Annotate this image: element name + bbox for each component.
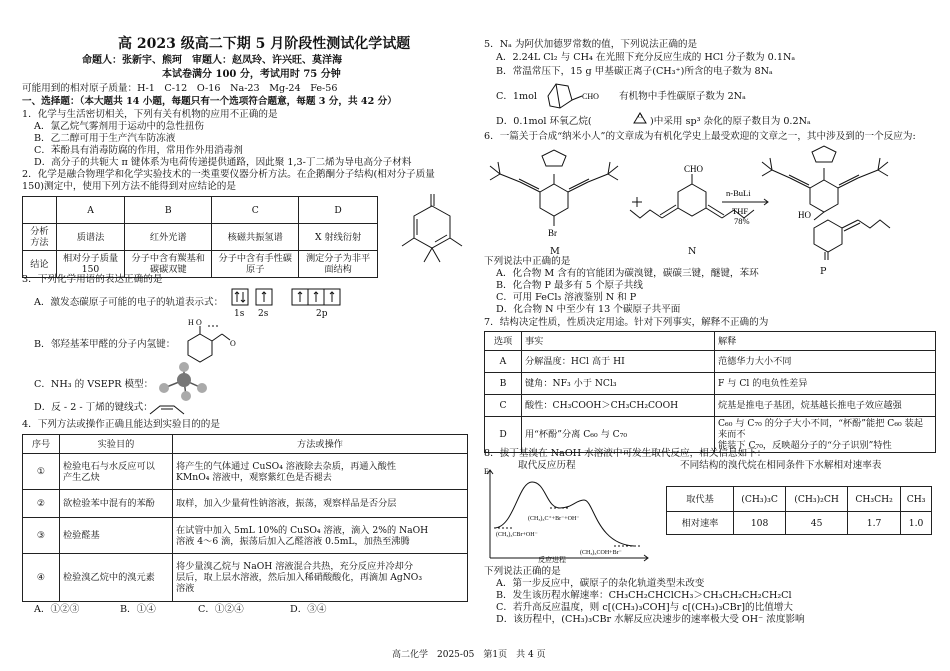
table-cell: ③ (23, 518, 60, 554)
q6-option-b: B．化合物 P 最多有 5 个原子共线 (496, 280, 643, 291)
ethylene-oxide-structure (632, 110, 648, 126)
table-cell: ④ (23, 554, 60, 602)
q7-table (484, 331, 936, 453)
table-cell: X 射线衍射 (299, 224, 378, 251)
cho-label-n: CHO (684, 164, 704, 174)
q2-col-b: B (125, 197, 212, 224)
y-axis-label: E (484, 467, 489, 476)
fig1-title: 取代反应历程 (518, 460, 576, 471)
exam-meta: 本试卷满分 100 分，考试用时 75 分钟 (162, 69, 341, 80)
table-header: 序号 (23, 435, 60, 454)
o-hydroxybenzaldehyde-structure (172, 318, 242, 364)
table-cell: 相对分子质量 150 (56, 251, 125, 278)
cell-line: 能装下 C₇₀，反映超分子的“分子识别”特性 (718, 440, 892, 451)
orbital-label-1s: 1s (234, 309, 245, 319)
table-cell: 检验醛基 (60, 518, 173, 554)
orbital-label-2s: 2s (258, 309, 269, 319)
br-label: Br (548, 228, 557, 238)
table-cell: 相对速率 (667, 512, 734, 535)
table-cell: 欲检验苯中混有的苯酚 (60, 490, 173, 518)
energy-profile-diagram (484, 466, 654, 566)
q6-question: 下列说法中正确的是 (484, 256, 571, 267)
q8-question: 下列说法正确的是 (484, 566, 561, 577)
state-label-intermediate: (CH₃)₃C⁺+Br⁻+OH⁻ (528, 516, 580, 522)
state-label-reactant: (CH₃)₃CBr+OH⁻ (496, 532, 538, 538)
table-cell (173, 518, 468, 554)
table-cell: 1.0 (901, 512, 932, 535)
table-header: 事实 (522, 332, 715, 351)
svg-text:O: O (230, 339, 236, 348)
table-cell: 核磁共振氢谱 (212, 224, 299, 251)
q1-stem: 1．化学与生活密切相关，下列有关有机物的应用不正确的是 (22, 109, 278, 120)
table-cell: 测定分子为非平面结构 (299, 251, 378, 278)
q1-option-c: C．苯酚具有消毒防腐的作用，常用作外用消毒剂 (34, 145, 243, 156)
q3-option-b: B．邻羟基苯甲醛的分子内氢键： (34, 339, 176, 350)
compound-label-m: M (550, 246, 560, 257)
table-cell: 质谱法 (56, 224, 125, 251)
penguinone-structure (394, 184, 468, 284)
table-cell: 45 (786, 512, 848, 535)
q3-option-c: C．NH₃ 的 VSEPR 模型： (34, 379, 154, 390)
table-row (485, 395, 936, 417)
q2-col-a: A (56, 197, 125, 224)
compound-label-n: N (688, 246, 697, 257)
table-cell: C (485, 395, 522, 417)
table-cell: ① (23, 454, 60, 490)
q6-stem: 6．一篇关于合成“纳米小人”的文章成为有机化学史上最受欢迎的文章之一，其中涉及到的一个反应为: (484, 131, 916, 142)
q1-option-a: A．氯乙烷气雾剂用于运动中的急性扭伤 (34, 121, 205, 132)
q4-option-d: D．③④ (290, 604, 327, 615)
q5-option-b: B．常温常压下，15 g 甲基碳正离子(CH₃⁺)所含的电子数为 8Nₐ (496, 66, 773, 77)
table-cell: 1.7 (847, 512, 900, 535)
q5-option-c-prefix: C．1mol (496, 91, 537, 102)
q3-option-a: A．激发态碳原子可能的电子的轨道表示式： (34, 297, 224, 308)
q5-option-c: 有机物中手性碳原子数为 2Nₐ (619, 91, 746, 102)
cell-line: 将产生的气体通过 CuSO₄ 溶液除去杂质，再通入酸性 (176, 460, 397, 472)
q5-option-d: D．0.1mol 环氧乙烷( (496, 116, 592, 127)
table-cell: 检验溴乙烷中的溴元素 (60, 554, 173, 602)
table-header: 取代基 (667, 487, 734, 512)
q6-option-d: D．化合物 N 中至少有 13 个碳原子共平面 (496, 304, 681, 315)
q4-option-b: B．①④ (120, 604, 156, 615)
q4-table (22, 434, 468, 602)
orbital-label-2p: 2p (316, 309, 328, 319)
q4-stem: 4．下列方法或操作正确且能达到实验目的的是 (22, 419, 220, 430)
table-cell: 分子中含有羰基和碳碳双键 (125, 251, 212, 278)
x-axis-label: 反应进程 (538, 556, 566, 564)
svg-text:O: O (638, 114, 643, 120)
table-cell: 烷基是推电子基团，烷基越长推电子效应越强 (715, 395, 936, 417)
reagent-thf: THF (732, 206, 749, 216)
cell-line: KMnO₄ 溶液中，观察紫红色是否褪去 (176, 471, 332, 483)
q8-option-a: A．第一步反应中，碳原子的杂化轨道类型未改变 (496, 578, 705, 589)
q6-option-a: A．化合物 M 含有的官能团为碳溴键，碳碳三键，醚键，苯环 (496, 268, 759, 279)
table-row (23, 454, 468, 490)
cell-line: 在试管中加入 5mL 10%的 CuSO₄ 溶液，滴入 2%的 NaOH (176, 524, 429, 536)
reaction-yield: 78% (734, 216, 750, 226)
table-header: CH₃ (901, 487, 932, 512)
q1-option-d: D．高分子的共轭大 π 键体系为电荷传递提供通路，因此聚 1,3-丁二烯为导电高分子材料 (34, 157, 412, 168)
cell-line: 将少量溴乙烷与 NaOH 溶液混合共热，充分反应并冷却分 (176, 561, 414, 572)
cell-line: 层后，取上层水溶液，然后加入稀硝酸酸化，再滴加 AgNO₃ (176, 572, 423, 583)
table-row (23, 518, 468, 554)
table-cell: 取样，加入少量荷性钠溶液，振荡，观察样品是否分层 (173, 490, 468, 518)
table-cell: 范德华力大小不同 (715, 351, 936, 373)
cell-line: 产生乙炔 (63, 471, 100, 483)
table-cell: 108 (734, 512, 786, 535)
table-cell: 红外光谱 (125, 224, 212, 251)
fig2-title: 不同结构的溴代烷在相同条件下水解相对速率表 (680, 460, 882, 471)
q3-option-d: D．反 - 2 - 丁烯的键线式： (34, 402, 153, 413)
compound-label-p: P (820, 266, 827, 277)
cell-line: C₆₀ 与 C₇₀ 的分子大小不同，“杯酚”能把 C₆₀ 装起来而不 (718, 418, 923, 440)
table-header: 方法或操作 (173, 435, 468, 454)
table-header: 实验目的 (60, 435, 173, 454)
exam-title: 高 2023 级高二下期 5 月阶段性测试化学试题 (118, 36, 411, 52)
q8-option-d: D．该历程中，(CH₃)₃CBr 水解反应决速步的速率极大受 OH⁻ 浓度影响 (496, 614, 805, 625)
cell-line: 溶液 4～6 滴，振荡后加入乙醛溶液 0.5mL，加热至沸腾 (176, 535, 410, 547)
q1-option-b: B．乙二醇可用于生产汽车防冻液 (34, 133, 176, 144)
q2-col-c: C (212, 197, 299, 224)
q6-option-c: C．可用 FeCl₃ 溶液鉴别 N 和 P (496, 292, 637, 303)
svg-text:O: O (196, 318, 202, 327)
reagent-nbuli: n-BuLi (726, 188, 751, 198)
table-header: CH₃CH₂ (847, 487, 900, 512)
table-row (485, 373, 936, 395)
authors: 命题人：张新宇、熊珂 审题人：赵凤玲、许兴旺、莫洋海 (82, 55, 342, 66)
table-row (667, 487, 932, 512)
table-row (485, 332, 936, 351)
table-row (23, 490, 468, 518)
table-cell: 用“杯酚”分离 C₆₀ 与 C₇₀ (522, 417, 715, 453)
ho-label: HO (798, 210, 811, 220)
q2-table (22, 196, 378, 278)
q3-stem: 3．下列化学用语的表达正确的是 (22, 274, 163, 285)
q2-stem-1: 2．化学是融合物理学和化学实验技术的一类重要仪器分析方法。在企鹅酮分子结构(相对分子质量 (22, 169, 435, 180)
table-cell: B (485, 373, 522, 395)
q2-row1-head: 分析方法 (23, 224, 57, 251)
q2-row2-head: 结论 (23, 251, 57, 278)
reaction-scheme (484, 144, 936, 262)
q4-option-a: A．①②③ (34, 604, 80, 615)
table-row (667, 512, 932, 535)
table-cell: F 与 Cl 的电负性差异 (715, 373, 936, 395)
q7-stem: 7．结构决定性质，性质决定用途。针对下列事实，解释不正确的为 (484, 317, 769, 328)
section-heading: 一、选择题：（本大题共 14 小题，每题只有一个选项符合题意，每题 3 分，共 42 分） (22, 96, 397, 107)
q8-option-c: C．若升高反应温度，则 c[(CH₃)₃COH]与 c[(CH₃)₃CBr]的比值增大 (496, 602, 793, 613)
table-cell: A (485, 351, 522, 373)
table-cell: 分解温度：HCl 高于 HI (522, 351, 715, 373)
orbital-diagram (230, 287, 360, 321)
table-cell: D (485, 417, 522, 453)
q8-stem: 8．拔丁基溴在 NaOH 水溶液中可发生取代反应，相关信息如下： (484, 448, 767, 459)
q2-stem-2: 150)测定中，使用下列方法不能得到对应结论的是 (22, 181, 236, 192)
bicyclic-aldehyde-structure (538, 76, 599, 114)
table-row (23, 435, 468, 454)
table-cell: 酸性：CH₃COOH＞CH₃CH₂COOH (522, 395, 715, 417)
table-header: 选项 (485, 332, 522, 351)
table-header: 解释 (715, 332, 936, 351)
page-footer: 高二化学 2025-05 第1页 共 4 页 (392, 650, 546, 660)
svg-text:H: H (188, 318, 194, 327)
table-cell: 分子中含有手性碳原子 (212, 251, 299, 278)
table-row (23, 554, 468, 602)
table-cell: ② (23, 490, 60, 518)
table-row (485, 351, 936, 373)
q4-option-c: C．①②④ (198, 604, 244, 615)
table-cell: 键角：NF₃ 小于 NCl₃ (522, 373, 715, 395)
table-cell (173, 554, 468, 602)
atomic-masses: 可能用到的相对原子质量：H-1 C-12 O-16 Na-23 Mg-24 Fe-56 (22, 83, 338, 94)
q5-option-a: A．2.24L Cl₂ 与 CH₄ 在光照下充分反应生成的 HCl 分子数为 0.1Nₐ (496, 52, 796, 63)
vsepr-model (154, 362, 214, 402)
table-row (23, 197, 378, 224)
q8-option-b: B．发生该历程水解速率：CH₃CH₂CHClCH₃＞CH₃CH₂CH₂CH₂Cl (496, 590, 792, 601)
cell-line: 溶液 (176, 583, 195, 594)
trans-2-butene-structure (148, 402, 188, 416)
table-cell (60, 454, 173, 490)
cho-label: CHO (582, 92, 599, 101)
q2-col-d: D (299, 197, 378, 224)
table-header: (CH₃)₃C (734, 487, 786, 512)
q5-stem: 5．Nₐ 为阿伏加德罗常数的值，下列说法正确的是 (484, 39, 698, 50)
table-header: (CH₃)₂CH (786, 487, 848, 512)
table-row (23, 224, 378, 251)
table-cell (173, 454, 468, 490)
cell-line: 检验电石与水反应可以 (63, 460, 155, 472)
state-label-product: (CH₃)₃COH+Br⁻ (580, 550, 622, 556)
rate-table (666, 486, 932, 535)
q5-option-d-end: )中采用 sp³ 杂化的原子数目为 0.2Nₐ (650, 116, 811, 127)
